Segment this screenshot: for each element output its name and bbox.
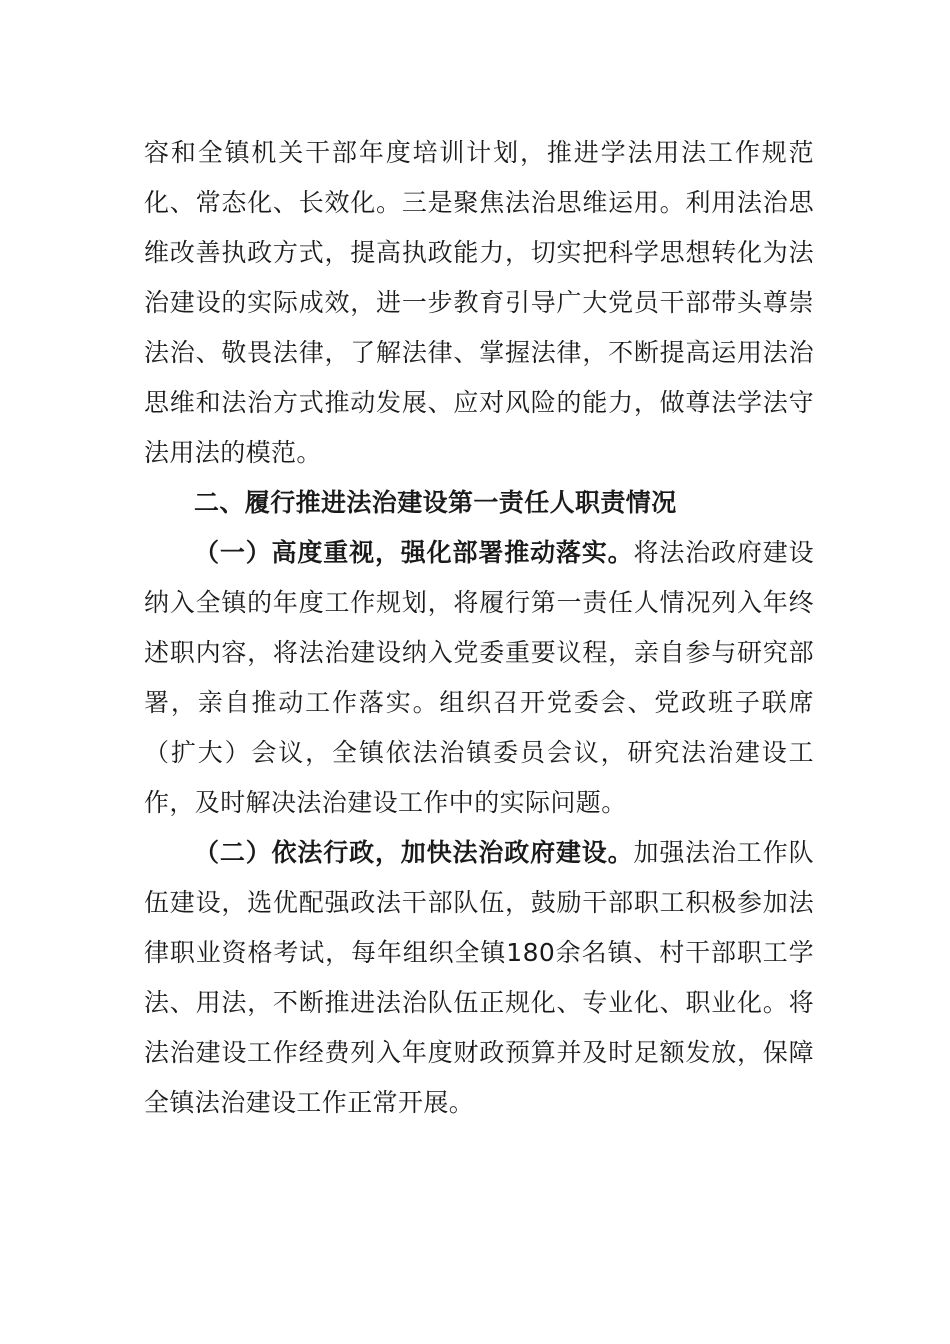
- document-body: [144, 128, 814, 1128]
- section-heading: 二、履行推进法治建设第一责任人职责情况: [194, 488, 677, 517]
- subsection-paragraph-1: [144, 528, 814, 828]
- continuation-paragraph: 容和全镇机关干部年度培训计划，推进学法用法工作规范化、常态化、长效化。三是聚焦法治思维运用。利用法治思维改善执政方式，提高执政能力，切实把科学思想转化为法治建设的实际成效，进一步教育引导广大党员干部带头尊崇法治、敬畏法律，了解法律、掌握法律，不断提高运用法治思维和法治方式推动发展、应对风险的能力，做尊法学法守法用法的模范。: [144, 138, 814, 467]
- subsection-paragraph-2: [144, 828, 814, 1128]
- subsection-title-2: （二）依法行政，加快法治政府建设。: [194, 838, 634, 867]
- subsection-title-1: （一）高度重视，强化部署推动落实。: [194, 538, 634, 567]
- subsection-body-2: 加强法治工作队伍建设，选优配强政法干部队伍，鼓励干部职工积极参加法律职业资格考试，每年组织全镇180余名镇、村干部职工学法、用法，不断推进法治队伍正规化、专业化、职业化。将法治建设工作经费列入年度财政预算并及时足额发放，保障全镇法治建设工作正常开展。: [144, 838, 814, 1117]
- subsection-body-1: 将法治政府建设纳入全镇的年度工作规划，将履行第一责任人情况列入年终述职内容，将法治建设纳入党委重要议程，亲自参与研究部署，亲自推动工作落实。组织召开党委会、党政班子联席（扩大）会议，全镇依法治镇委员会议，研究法治建设工作，及时解决法治建设工作中的实际问题。: [144, 538, 814, 817]
